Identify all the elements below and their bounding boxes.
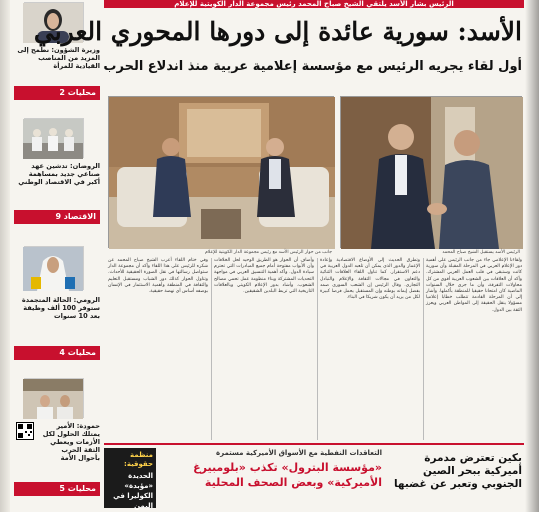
column-divider bbox=[211, 258, 212, 440]
article-column: وأضاف أن الحوار هو الطريق الوحيد لحل الخلافات وأن الأبواب مفتوحة أمام جميع المبادرات التي تحترم سيادة الدول. وأكد أهمية التنسيق العربي في مواجهة التحديات المشتركة وبناء منظومة عمل تحمي مصالح الشعوب. وأشاد بدور الإعلام الكويتي وبالعلاقات التاريخية التي تربط البلدين الشقيقين. bbox=[214, 258, 314, 295]
sidebar-item[interactable] bbox=[14, 246, 100, 366]
sidebar-section-tag: محليات 2 bbox=[14, 86, 100, 100]
interview-photo-caption: جانب من حوار الرئيس الأسد مع رئيس مجموعة الدار الكويتية للإعلام bbox=[205, 250, 332, 255]
interview-photo bbox=[108, 96, 334, 248]
yemen-box-label: منظمة حقوقية: bbox=[124, 451, 153, 468]
handshake-photo-caption: الرئيس الأسد يستقبل الشيخ صباح المحمد bbox=[442, 250, 520, 255]
column-divider bbox=[423, 258, 424, 440]
sidebar-item[interactable] bbox=[14, 118, 100, 222]
sidebar-item[interactable] bbox=[14, 378, 100, 498]
page-binding bbox=[0, 0, 10, 512]
yemen-story-box[interactable] bbox=[104, 448, 156, 508]
oil-story-headline[interactable]: «مؤسسة البترول» تكذب «بلومبيرغ الأميركية» وبعض الصحف المحلية bbox=[193, 461, 382, 489]
sidebar-section-tag: الاقتصاد 9 bbox=[14, 210, 100, 224]
handshake-photo bbox=[340, 96, 522, 248]
column-divider bbox=[317, 258, 318, 440]
meeting-illustration bbox=[23, 379, 83, 419]
sidebar bbox=[14, 0, 102, 512]
qr-code-graphic bbox=[17, 423, 33, 439]
article-column: وفي ختام اللقاء أعرب الشيخ صباح المحمد عن شكره للرئيس على هذا اللقاء وأكد أن مجموعة الدار ستواصل رسالتها في نقل الصورة الحقيقية للأحداث. وتناول الحوار كذلك دور الشباب ومستقبل التعليم والثقافة في المنطقة وأهمية الاستثمار في الإنسان بوصفه أساس أي نهضة حقيقية. bbox=[108, 258, 208, 295]
ceremony-photo bbox=[24, 118, 84, 158]
qr-code-icon[interactable] bbox=[16, 422, 34, 440]
page-edge-shadow bbox=[525, 0, 539, 512]
sidebar-section-tag: محليات 5 bbox=[14, 482, 100, 496]
yemen-box-text: الحديدة «مؤبدة» الكوليرا في اليمن bbox=[113, 472, 153, 510]
top-banner: الرئيس بشار الأسد يلتقي الشيخ صباح المحمد رئيس مجموعة الدار الكويتية للإعلام bbox=[104, 0, 524, 8]
section-divider bbox=[104, 443, 524, 445]
china-story-headline[interactable]: بكين تعترض مدمرة أميركية ببحر الصين الجنوبي وتعبر عن غضبها bbox=[393, 452, 522, 490]
man-speaking-photo bbox=[24, 246, 84, 290]
oil-story-kicker: التعاقدات النفطية مع الأسواق الأميركية مستمرة bbox=[215, 449, 382, 457]
speaker-illustration bbox=[23, 247, 83, 291]
meeting-photo bbox=[24, 378, 84, 418]
article-column: وتطرق الحديث إلى الأوضاع الاقتصادية وإعادة الإعمار والدور الذي يمكن أن تلعبه الدول العربية في دعم الاستقرار. كما تناول اللقاء العلاقات الثنائية والتعاون في مجالات الثقافة والإعلام والتبادل التجاري. وقال الرئيس إن الشعب السوري صمد بفضل إيمانه بوطنه وإن المستقبل يحمل فرصا كبيرة لكل من يريد أن يكون شريكا في البناء. bbox=[320, 258, 420, 301]
interview-illustration bbox=[109, 97, 335, 249]
sidebar-item-text: حمودة: الأمير يمتلك الحلول لكل الأزمات ويعطي الثقة الحرب بأحوال الأمة bbox=[42, 422, 100, 462]
sidebar-item-text: وزيرة الشؤون: نطمح إلى المزيد من المناصب القيادية للمرأة bbox=[17, 46, 100, 70]
article-column: ولقاءنا الإعلامي جاء من جانب الرئيس على أهمية دور الإعلام العربي في المرحلة المقبلة وأن سورية كانت وستبقى في قلب العمل العربي المشترك. وأكد أن العلاقات بين الشعوب العربية أقوى من كل محاولات التفرقة، وأن ما جرى خلال السنوات الماضية كان امتحانا حقيقيا للمنطقة بأكملها. وأشار إلى أن المرحلة القادمة تتطلب خطابا إعلاميا مسؤولا ينقل الحقيقة إلى المواطن العربي ويعزز الثقة بين الدول. bbox=[426, 258, 522, 313]
ceremony-illustration bbox=[23, 119, 83, 159]
subheadline: أول لقاء يجريه الرئيس مع مؤسسة إعلامية عربية منذ اندلاع الحرب bbox=[103, 59, 522, 74]
sidebar-item-text: الروضان: تدشين عهد صناعي جديد بمساهمة أكبر في الاقتصاد الوطني bbox=[18, 162, 100, 186]
main-headline[interactable]: الأسد: سورية عائدة إلى دورها المحوري العربي bbox=[33, 17, 522, 46]
handshake-illustration bbox=[341, 97, 523, 249]
sidebar-item-text: الرومي: الحالة المتجمدة ستوفر 100 ألف وظيفة بعد 10 سنوات bbox=[21, 296, 100, 320]
sidebar-section-tag: محليات 4 bbox=[14, 346, 100, 360]
